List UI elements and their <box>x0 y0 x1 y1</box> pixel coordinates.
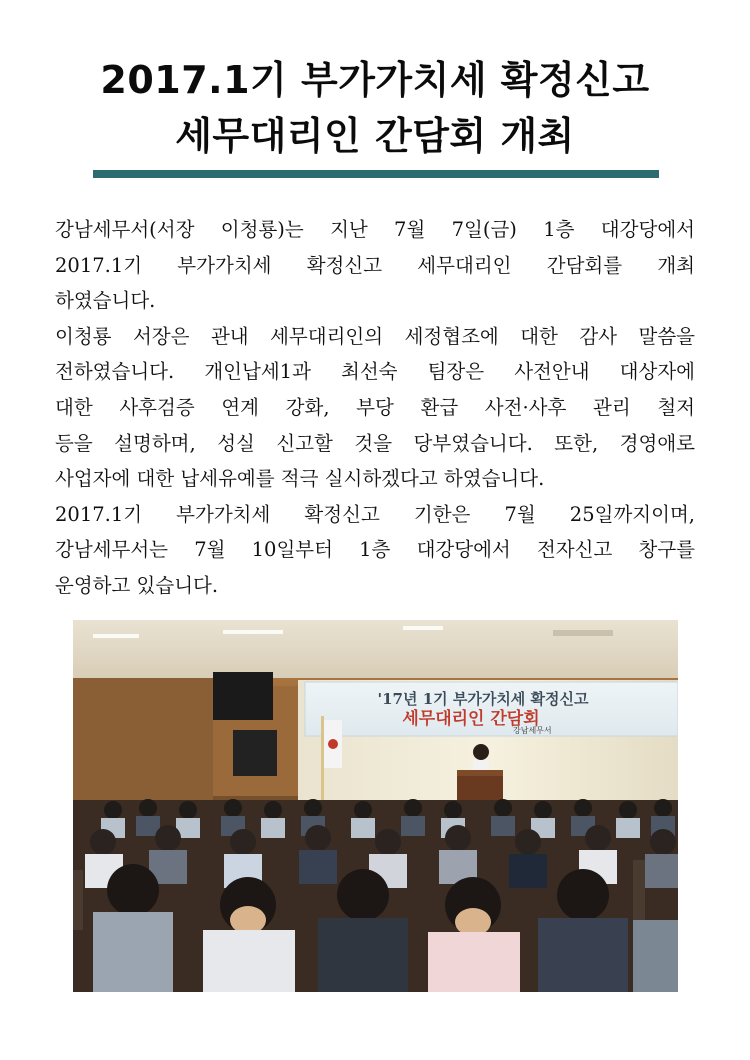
body-line: 강남세무서는 7월 10일부터 1층 대강당에서 전자신고 창구를 <box>55 538 695 562</box>
body-line: 운영하고 있습니다. <box>55 573 219 597</box>
body-line: 사업자에 대한 납세유예를 적극 실시하겠다고 하였습니다. <box>55 467 545 491</box>
event-photo <box>73 620 678 992</box>
body-line: 강남세무서(서장 이청룡)는 지난 7월 7일(금) 1층 대강당에서 <box>55 218 695 241</box>
article-body <box>55 212 695 604</box>
body-line: 2017.1기 부가가치세 확정신고 세무대리인 간담회를 개최 <box>55 253 695 277</box>
body-line: 대한 사후검증 연계 강화, 부당 환급 사전·사후 관리 철저 <box>55 395 695 419</box>
banner-line-2: 세무대리인 간담회 <box>402 709 540 729</box>
body-line: 등을 설명하며, 성실 신고할 것을 당부였습니다. 또한, 경영애로 <box>55 431 695 455</box>
page-title <box>0 52 750 164</box>
banner-line-1: '17년 1기 부가가치세 확정신고 <box>377 690 589 708</box>
title-line-2: 세무대리인 간담회 개최 <box>175 114 575 158</box>
body-line: 전하였습니다. 개인납세1과 최선숙 팀장은 사전안내 대상자에 <box>55 360 695 384</box>
body-line: 이청룡 서장은 관내 세무대리인의 세정협조에 대한 감사 말씀을 <box>55 324 695 348</box>
title-divider <box>93 170 659 178</box>
body-line: 하였습니다. <box>55 289 156 313</box>
body-line: 2017.1기 부가가치세 확정신고 기한은 7월 25일까지이며, <box>55 502 695 526</box>
title-line-1: 2017.1기 부가가치세 확정신고 <box>100 58 650 102</box>
banner-org: 강남세무서 <box>513 726 552 735</box>
